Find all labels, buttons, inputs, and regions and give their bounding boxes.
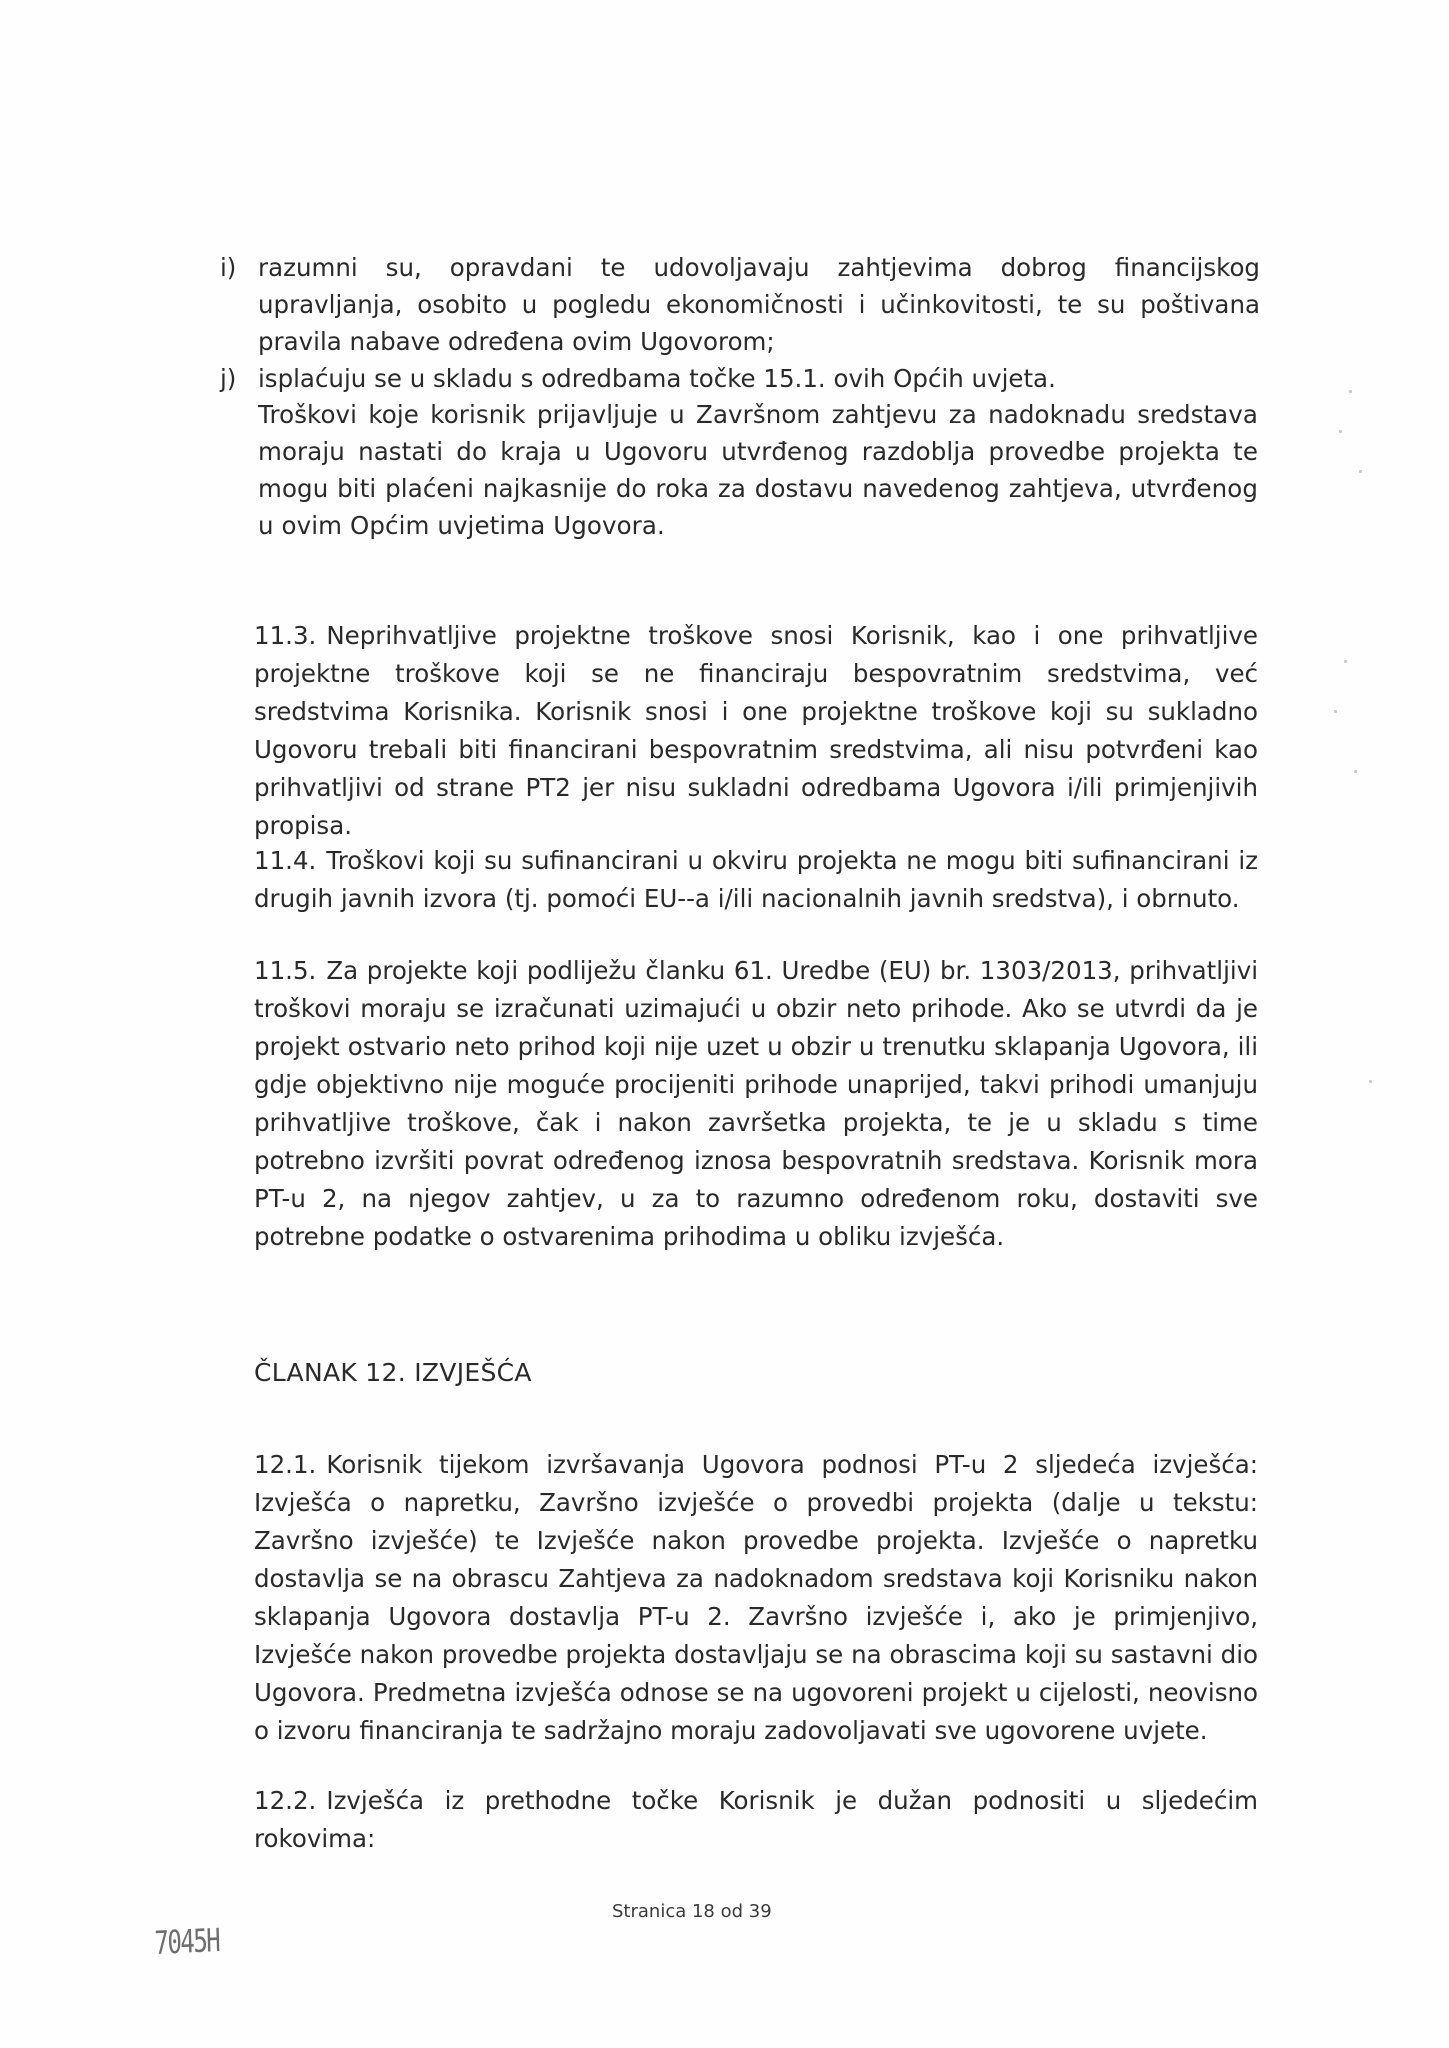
section-number: 11.5.: [254, 956, 317, 985]
section-text: Troškovi koji su sufinancirani u okviru projekta ne mogu biti sufinancirani iz drugih javnih izvora (tj. pomoći EU--a i/ili nacionalnih javnih sredstva), i obrnuto.: [254, 846, 1258, 913]
list-marker: j): [220, 364, 237, 393]
handwritten-annotation: 7045H: [154, 1920, 220, 1962]
list-marker: i): [220, 253, 237, 282]
article-heading: ČLANAK 12. IZVJEŠĆA: [254, 1358, 532, 1387]
section-text: Korisnik tijekom izvršavanja Ugovora podnosi PT-u 2 sljedeća izvješća: Izvješća o napretku, Završno izvješće o provedbi projekta (dalje u tekstu: Završno izvješće) te Izvješće nakon provedbe projekta. Izvješće o napretku dostavlja se na obrascu Zahtjeva za nadoknadom sredstava koji Korisniku nakon sklapanja Ugovora dostavlja PT-u 2. Završno izvješće i, ako je primjenjivo, Izvješće nakon provedbe projekta dostavljaju se na obrascima koji su sastavni dio Ugovora. Predmetna izvješća odnose se na ugovoreni projekt u cijelosti, neovisno o izvoru financiranja te sadržajno moraju zadovoljavati sve ugovorene uvjete.: [254, 1450, 1258, 1745]
section-text: Neprihvatljive projektne troškove snosi Korisnik, kao i one prihvatljive projektne troškove koji se ne financiraju bespovratnim sredstvima, već sredstvima Korisnika. Korisnik snosi i one projektne troškove koji su sukladno Ugovoru trebali biti financirani bespovratnim sredstvima, ali nisu potvrđeni kao prihvatljivi od strane PT2 jer nisu sukladni odredbama Ugovora i/ili primjenjivih propisa.: [254, 621, 1258, 840]
list-item-j: [220, 360, 1260, 397]
page-number: Stranica 18 od 39: [612, 1901, 772, 1922]
intro-paragraph: Troškovi koje korisnik prijavljuje u Završnom zahtjevu za nadoknadu sredstava moraju nastati do kraja u Ugovoru utvrđenog razdoblja provedbe projekta te mogu biti plaćeni najkasnije do roka za dostavu navedenog zahtjeva, utvrđenog u ovim Općim uvjetima Ugovora.: [258, 400, 1258, 540]
list-item-text: isplaćuju se u skladu s odredbama točke 15.1. ovih Općih uvjeta.: [258, 364, 1056, 393]
section-text: Za projekte koji podliježu članku 61. Uredbe (EU) br. 1303/2013, prihvatljivi troškovi moraju se izračunati uzimajući u obzir neto prihode. Ako se utvrdi da je projekt ostvario neto prihod koji nije uzet u obzir u trenutku sklapanja Ugovora, ili gdje objektivno nije moguće procijeniti prihode unaprijed, takvi prihodi umanjuju prihvatljive troškove, čak i nakon završetka projekta, te je u skladu s time potrebno izvršiti povrat određenog iznosa bespovratnih sredstava. Korisnik mora PT-u 2, na njegov zahtjev, u za to razumno određenom roku, dostaviti sve potrebne podatke o ostvarenima prihodima u obliku izvješća.: [254, 956, 1258, 1251]
section-11-3: [254, 617, 1258, 845]
section-text: Izvješća iz prethodne točke Korisnik je dužan podnositi u sljedećim rokovima:: [254, 1786, 1258, 1853]
section-number: 12.1.: [254, 1450, 317, 1479]
list-item-i: [220, 249, 1260, 360]
section-number: 12.2.: [254, 1786, 317, 1815]
section-11-5: [254, 952, 1258, 1256]
section-12-1: [254, 1446, 1258, 1750]
section-12-2: [254, 1782, 1258, 1858]
list-item-text: razumni su, opravdani te udovoljavaju zahtjevima dobrog financijskog upravljanja, osobito u pogledu ekonomičnosti i učinkovitosti, te su poštivana pravila nabave određena ovim Ugovorom;: [258, 253, 1260, 356]
section-11-4: [254, 842, 1258, 918]
scan-noise: [1309, 300, 1409, 1200]
section-number: 11.3.: [254, 621, 317, 650]
section-number: 11.4.: [254, 846, 317, 875]
